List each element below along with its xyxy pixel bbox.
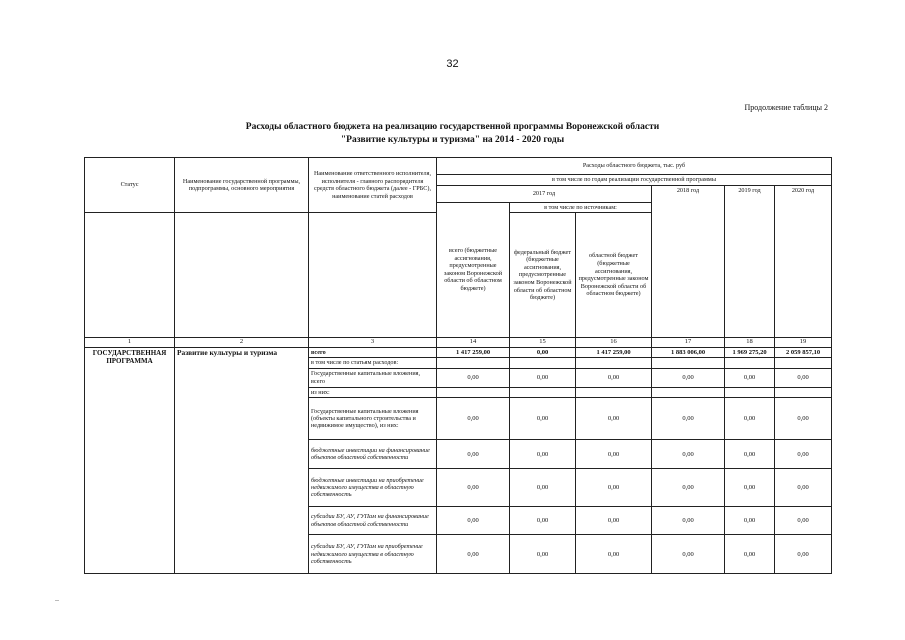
row-value-2017-total: 1 417 259,00 [437, 347, 510, 357]
row-value-2018: 1 883 006,00 [652, 347, 725, 357]
row-value-2017-federal: 0,00 [510, 398, 576, 440]
row-value-2017-federal: 0,00 [510, 347, 576, 357]
page-title [0, 121, 905, 147]
row-value-2018: 0,00 [652, 507, 725, 535]
row-value-2017-total [437, 358, 510, 368]
row-value-2017-regional: 0,00 [576, 398, 652, 440]
header-col-regional: областной бюджет (бюджетные ассигнования, предусмотренные законом Воронежской области об областном бюджете) [576, 213, 652, 338]
colnum-18: 18 [725, 338, 775, 348]
row-value-2017-federal: 0,00 [510, 368, 576, 387]
row-value-2019: 0,00 [725, 368, 775, 387]
row-value-2019: 0,00 [725, 469, 775, 507]
row-value-2019 [725, 358, 775, 368]
row-value-2017-regional: 0,00 [576, 507, 652, 535]
row-value-2017-federal [510, 387, 576, 397]
row-value-2019: 0,00 [725, 440, 775, 469]
row-value-2017-federal: 0,00 [510, 507, 576, 535]
row-value-2020: 0,00 [775, 535, 832, 574]
table-row [85, 347, 832, 357]
header-by-years: в том числе по годам реализации государственной программы [437, 175, 832, 186]
header-col-federal: федеральный бюджет (бюджетные ассигнования, предусмотренные законом Воронежской области об областном бюджете) [510, 213, 576, 338]
row-value-2019: 0,00 [725, 398, 775, 440]
column-numbers-row [85, 338, 832, 348]
row-value-2020: 0,00 [775, 469, 832, 507]
row-value-2019: 1 969 275,20 [725, 347, 775, 357]
row-value-2018: 0,00 [652, 469, 725, 507]
header-expenses-total: Расходы областного бюджета, тыс. руб [437, 158, 832, 175]
row-value-2018 [652, 358, 725, 368]
row-value-2018: 0,00 [652, 535, 725, 574]
colnum-1: 1 [85, 338, 175, 348]
row-value-2017-regional: 0,00 [576, 535, 652, 574]
row-value-2017-federal [510, 358, 576, 368]
header-executor-spacer [309, 213, 437, 338]
row-value-2017-total: 0,00 [437, 398, 510, 440]
row-label: всего [309, 347, 437, 357]
row-value-2020 [775, 358, 832, 368]
colnum-15: 15 [510, 338, 576, 348]
row-value-2017-total: 0,00 [437, 440, 510, 469]
title-line-2: "Развитие культуры и туризма" на 2014 - 2020 годы [340, 135, 565, 145]
header-row-1 [85, 158, 832, 175]
row-label: в том числе по статьям расходов: [309, 358, 437, 368]
row-value-2018 [652, 387, 725, 397]
row-value-2017-federal: 0,00 [510, 469, 576, 507]
title-line-1: Расходы областного бюджета на реализацию государственной программы Воронежской области [245, 122, 660, 132]
row-label: субсидии БУ, АУ, ГУПам на приобретение недвижимого имущества в областную собственность [309, 535, 437, 574]
budget-table [84, 157, 832, 574]
header-col-total: всего (бюджетные ассигнования, предусмотренные законом Воронежской области об областном бюджете) [437, 202, 510, 338]
row-value-2017-regional: 0,00 [576, 469, 652, 507]
row-label: субсидии БУ, АУ, ГУПам на финансирование объектов областной собственности [309, 507, 437, 535]
header-year-2019: 2019 год [725, 185, 775, 338]
header-program-spacer [175, 213, 309, 338]
header-year-2017: 2017 год [437, 185, 652, 202]
row-value-2018: 0,00 [652, 368, 725, 387]
colnum-19: 19 [775, 338, 832, 348]
row-value-2017-total: 0,00 [437, 368, 510, 387]
row-label: Государственные капитальные вложения, всего [309, 368, 437, 387]
row-value-2017-regional [576, 358, 652, 368]
row-value-2019: 0,00 [725, 507, 775, 535]
header-status-spacer [85, 213, 175, 338]
colnum-2: 2 [175, 338, 309, 348]
row-value-2020 [775, 387, 832, 397]
row-value-2017-regional: 1 417 259,00 [576, 347, 652, 357]
colnum-14: 14 [437, 338, 510, 348]
row-label: Государственные капитальные вложения (объекты капитального строительства и недвижимое имущество), из них: [309, 398, 437, 440]
row-value-2017-regional [576, 387, 652, 397]
page-number: 32 [446, 58, 459, 70]
row-label: из них: [309, 387, 437, 397]
header-year-2018: 2018 год [652, 185, 725, 338]
colnum-3: 3 [309, 338, 437, 348]
row-value-2020: 0,00 [775, 368, 832, 387]
row-label: бюджетные инвестиции на приобретение недвижимого имущества в областную собственность [309, 469, 437, 507]
row-value-2020: 0,00 [775, 440, 832, 469]
row-label: бюджетные инвестиции на финансирование объектов областной собственности [309, 440, 437, 469]
colnum-16: 16 [576, 338, 652, 348]
row-value-2017-total [437, 387, 510, 397]
row-value-2017-regional: 0,00 [576, 368, 652, 387]
header-executor: Наименование ответственного исполнителя, исполнителя - главного распорядителя средств областного бюджета (далее - ГРБС), наименование статей расходов [309, 158, 437, 213]
header-program-name: Наименование государственной программы, подпрограммы, основного мероприятия [175, 158, 309, 213]
header-year-2020: 2020 год [775, 185, 832, 338]
scan-mark [55, 600, 59, 601]
row-value-2020: 0,00 [775, 507, 832, 535]
row-value-2017-federal: 0,00 [510, 535, 576, 574]
header-status: Статус [85, 158, 175, 213]
row-value-2017-regional: 0,00 [576, 440, 652, 469]
row-value-2017-total: 0,00 [437, 507, 510, 535]
row-value-2019: 0,00 [725, 535, 775, 574]
header-by-sources: в том числе по источникам: [510, 202, 652, 213]
row-value-2020: 2 059 857,10 [775, 347, 832, 357]
program-name-cell: Развитие культуры и туризма [175, 347, 309, 573]
row-value-2019 [725, 387, 775, 397]
table-continuation-note: Продолжение таблицы 2 [744, 103, 828, 112]
row-value-2017-total: 0,00 [437, 535, 510, 574]
row-value-2017-federal: 0,00 [510, 440, 576, 469]
row-value-2018: 0,00 [652, 440, 725, 469]
row-value-2020: 0,00 [775, 398, 832, 440]
row-value-2018: 0,00 [652, 398, 725, 440]
status-cell: ГОСУДАРСТВЕННАЯ ПРОГРАММА [85, 347, 175, 573]
colnum-17: 17 [652, 338, 725, 348]
row-value-2017-total: 0,00 [437, 469, 510, 507]
